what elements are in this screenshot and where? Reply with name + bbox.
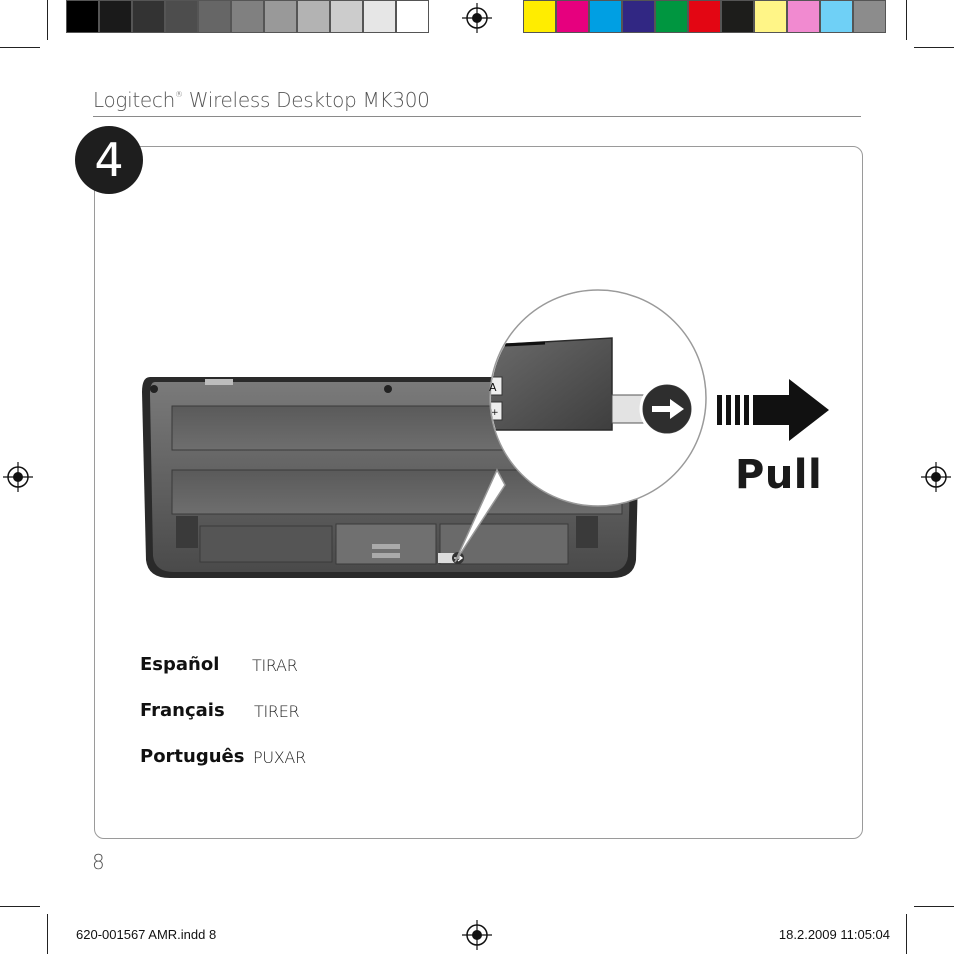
- pull-direction-arrow-icon: [717, 379, 829, 441]
- translated-word: PUXAR: [253, 748, 306, 767]
- translated-word: TIRAR: [252, 656, 298, 675]
- pull-label: Pull: [735, 452, 823, 498]
- translated-word: TIRER: [254, 702, 300, 721]
- trademark-symbol: ®: [175, 90, 183, 99]
- battery-label-a: A: [489, 381, 497, 394]
- page-number: 8: [92, 850, 105, 874]
- footer-filename: 620-001567 AMR.indd 8: [76, 927, 217, 942]
- step-number-badge: 4: [75, 126, 143, 194]
- language-label: Français: [140, 700, 225, 721]
- language-label: Português: [140, 746, 245, 767]
- brand-name: Logitech: [93, 88, 176, 112]
- language-label: Español: [140, 654, 220, 675]
- product-name: Wireless Desktop MK300: [182, 88, 430, 112]
- footer-timestamp: 18.2.2009 11:05:04: [778, 927, 890, 942]
- battery-label-plus: +: [491, 408, 499, 418]
